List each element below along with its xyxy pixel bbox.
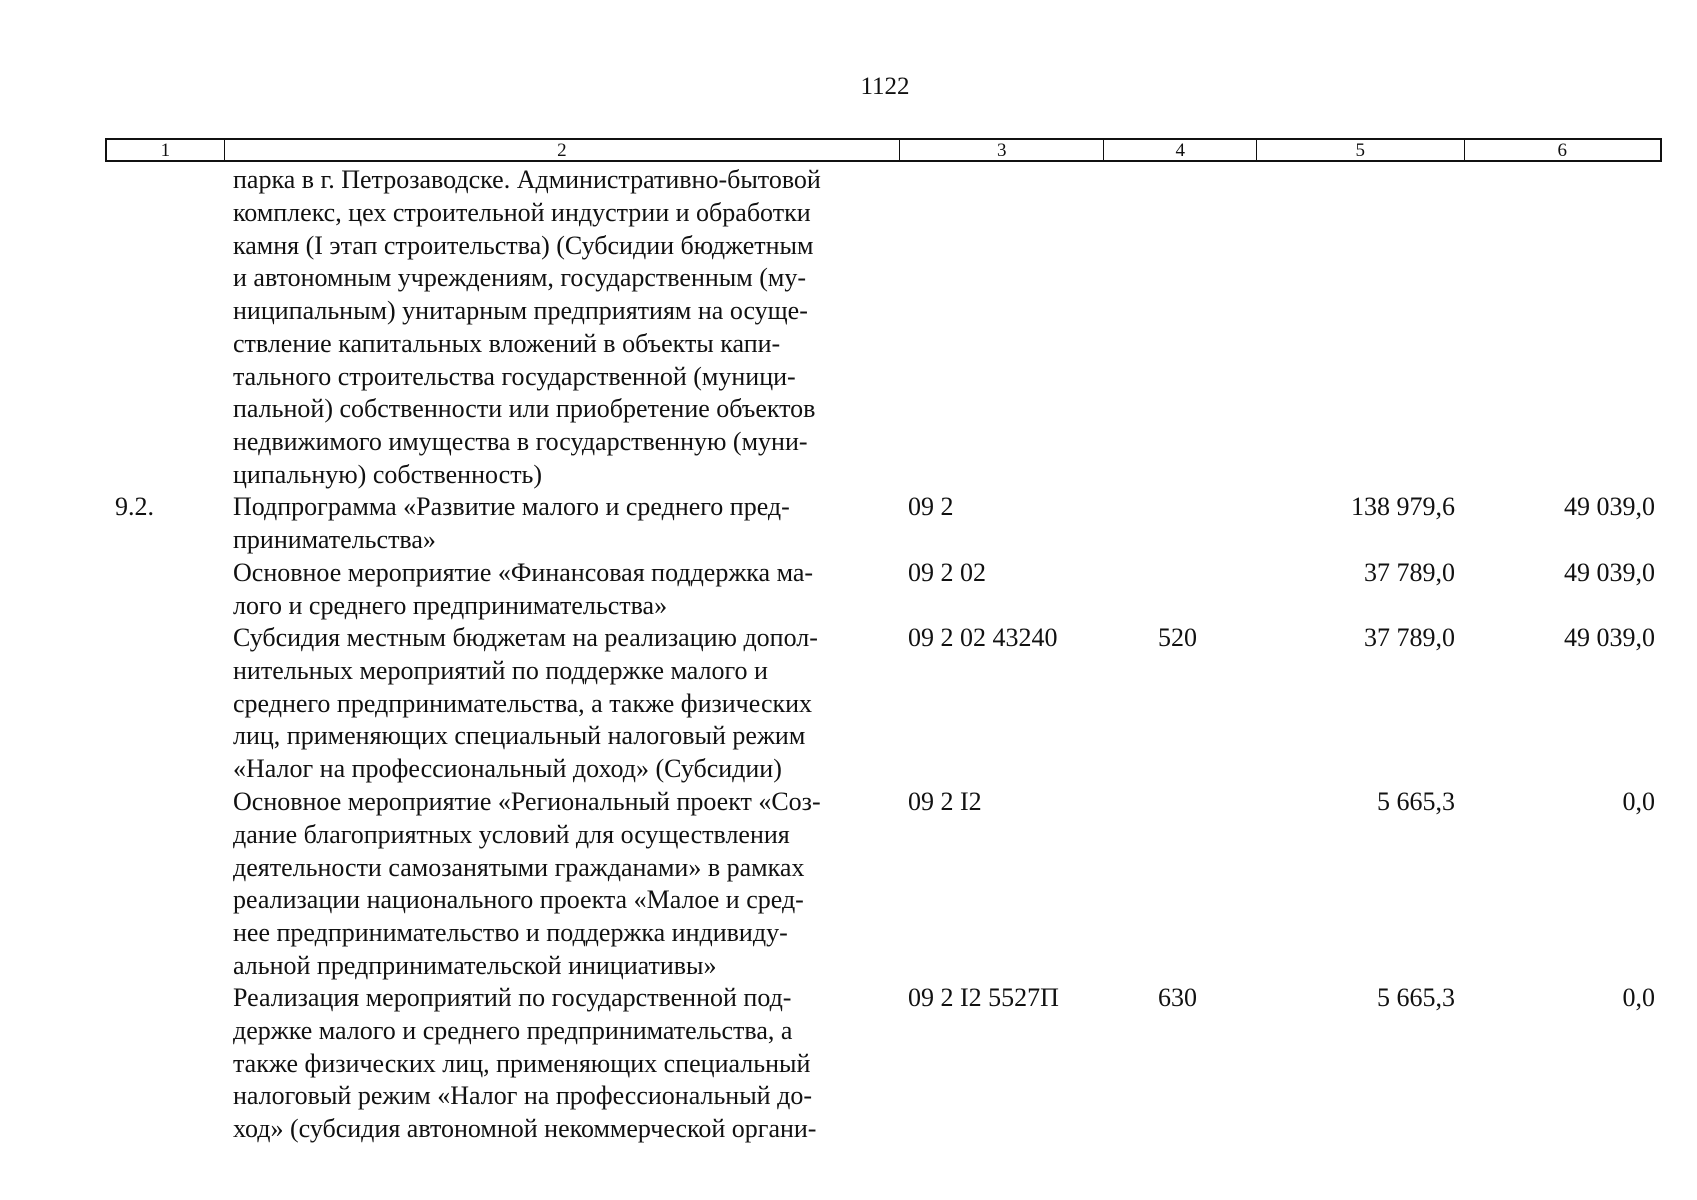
table-header-row (105, 138, 1662, 162)
description-line: ниципальным) унитарным предприятиям на осуще- (233, 296, 808, 325)
description-line: реализации национального проекта «Малое и сред- (233, 885, 804, 915)
row-description (233, 786, 821, 983)
description-line: лого и среднего предпринимательства» (233, 590, 668, 620)
description-line: деятельности самозанятыми гражданами» в рамках (233, 852, 805, 882)
column-header-3: 3 (900, 140, 1104, 160)
continuation-description (233, 164, 821, 492)
description-line: Подпрограмма «Развитие малого и среднего пред- (233, 492, 790, 521)
description-line: камня (I этап строительства) (Субсидии бюджетным (233, 230, 814, 260)
column-header-6: 6 (1557, 140, 1567, 161)
row-value-5: 5 665,3 (1377, 983, 1455, 1012)
row-code: 09 2 I2 5527П (908, 983, 1059, 1012)
description-line: Основное мероприятие «Финансовая поддержка ма- (233, 558, 814, 587)
description-line: ствление капитальных вложений в объекты капи- (233, 328, 781, 358)
row-number: 9.2. (115, 492, 154, 521)
description-line: пальной) собственности или приобретение объектов (233, 394, 816, 424)
description-line: нее предпринимательство и поддержка индивиду- (233, 918, 788, 947)
row-code: 09 2 I2 (908, 787, 982, 816)
column-header-1: 1 (107, 140, 225, 160)
row-description (233, 622, 818, 786)
description-line: комплекс, цех строительной индустрии и обработки (233, 197, 811, 227)
row-description (233, 982, 816, 1146)
column-header-5: 5 (1257, 140, 1464, 160)
row-type: 630 (1158, 983, 1197, 1012)
description-line: среднего предпринимательства, а также физических (233, 688, 813, 718)
description-line: Реализация мероприятий по государственной под- (233, 983, 792, 1012)
row-type: 520 (1158, 623, 1197, 652)
row-value-6: 0,0 (1622, 787, 1655, 816)
description-line: недвижимого имущества в государственную (муни- (233, 427, 808, 456)
row-description (233, 557, 813, 623)
row-code: 09 2 02 (908, 558, 986, 587)
description-line: альной предпринимательской инициативы» (233, 950, 717, 980)
description-line: Субсидия местным бюджетам на реализацию допол- (233, 623, 818, 652)
description-line: парка в г. Петрозаводске. Административно-бытовой (233, 165, 821, 194)
row-value-5: 37 789,0 (1364, 558, 1455, 587)
description-line: «Налог на профессиональный доход» (Субсидии) (233, 754, 782, 783)
description-line: тального строительства государственной (муници- (233, 361, 796, 391)
row-value-6: 49 039,0 (1564, 623, 1655, 652)
description-line: также физических лиц, применяющих специальный (233, 1048, 811, 1078)
row-value-5: 5 665,3 (1377, 787, 1455, 816)
row-code: 09 2 (908, 492, 954, 521)
column-header-2: 2 (225, 140, 900, 160)
description-line: принимательства» (233, 524, 436, 554)
description-line: ход» (субсидия автономной некоммерческой органи- (233, 1114, 817, 1143)
row-value-6: 49 039,0 (1564, 558, 1655, 587)
description-line: ципальную) собственность) (233, 459, 543, 489)
page-number: 1122 (860, 73, 910, 100)
description-line: и автономным учреждениям, государственным (му- (233, 263, 806, 293)
description-line: Основное мероприятие «Региональный проект «Соз- (233, 787, 821, 816)
row-description (233, 491, 790, 557)
description-line: налоговый режим «Налог на профессиональный до- (233, 1081, 812, 1111)
description-line: дание благоприятных условий для осуществления (233, 819, 790, 849)
row-code: 09 2 02 43240 (908, 623, 1058, 652)
description-line: держке малого и среднего предпринимательства, а (233, 1015, 793, 1045)
description-line: лиц, применяющих специальный налоговый режим (233, 721, 806, 751)
row-value-6: 49 039,0 (1564, 492, 1655, 521)
row-value-6: 0,0 (1622, 983, 1655, 1012)
description-line: нительных мероприятий по поддержке малого и (233, 655, 768, 685)
row-value-5: 37 789,0 (1364, 623, 1455, 652)
row-value-5: 138 979,6 (1351, 492, 1455, 521)
column-header-4: 4 (1104, 140, 1257, 160)
